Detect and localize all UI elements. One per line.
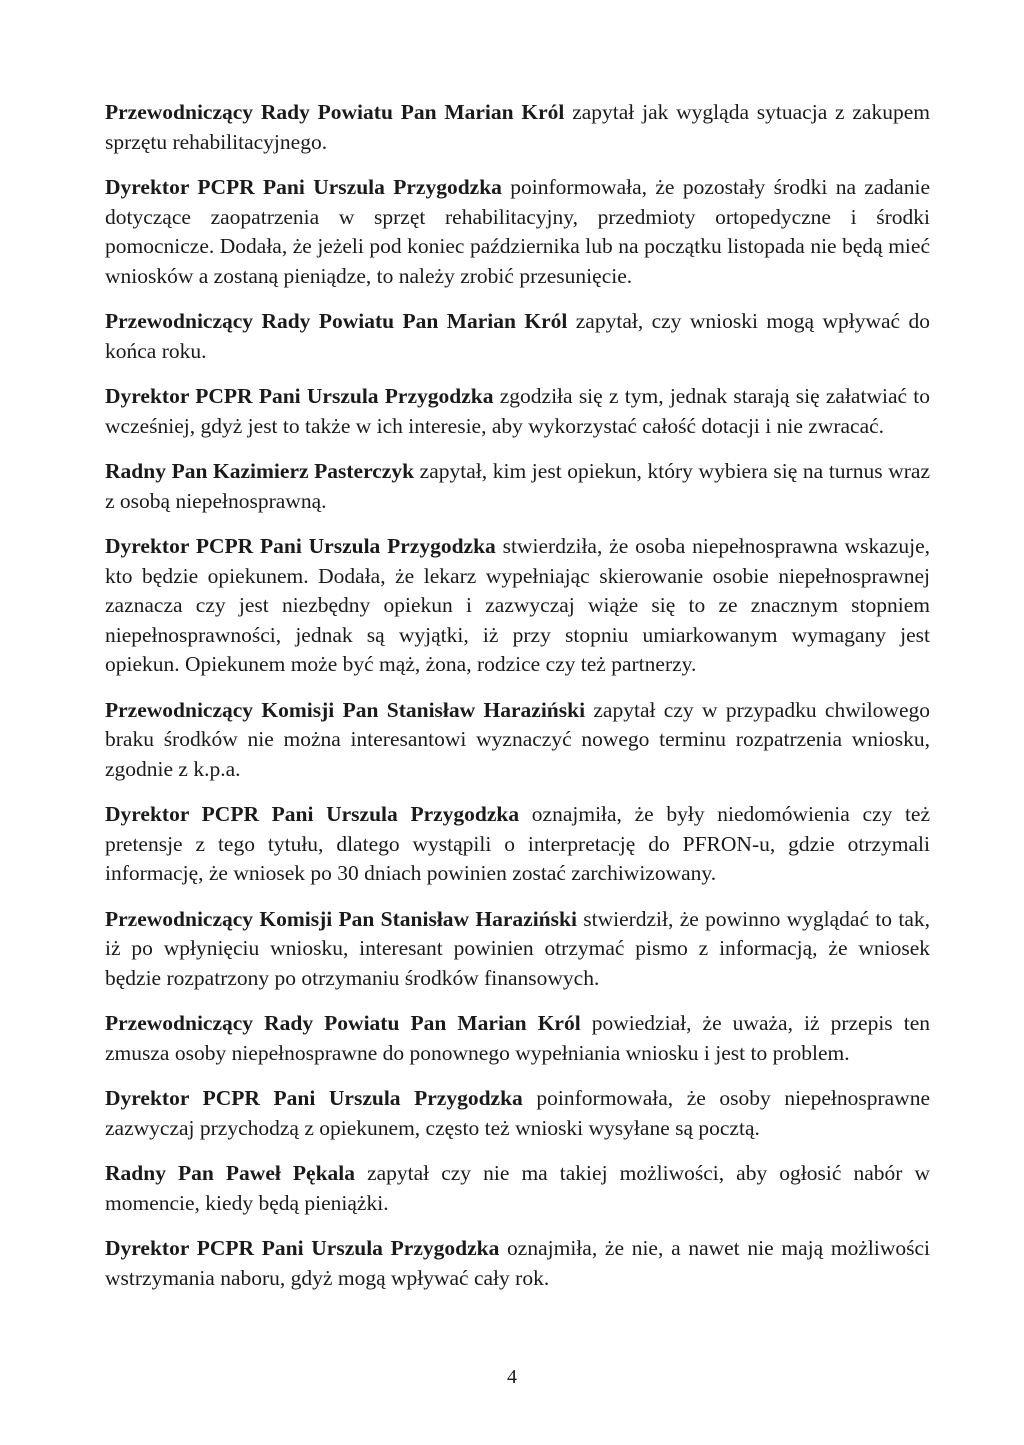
paragraph-7 <box>105 696 930 785</box>
paragraph-12 <box>105 1159 930 1218</box>
paragraph-11 <box>105 1084 930 1143</box>
speaker-name: Przewodniczący Komisji Pan Stanisław Haraziński <box>105 906 577 931</box>
paragraph-4 <box>105 382 930 441</box>
paragraph-text: zapytał, czy wnioski mogą wpływać do końca roku. <box>105 309 930 363</box>
paragraph-8 <box>105 800 930 889</box>
speaker-name: Przewodniczący Komisji Pan Stanisław Haraziński <box>105 697 586 722</box>
speaker-name: Dyrektor PCPR Pani Urszula Przygodzka <box>105 534 496 558</box>
paragraph-2 <box>105 173 930 291</box>
paragraph-text: zapytał, kim jest opiekun, który wybiera się na turnus wraz z osobą niepełnosprawną. <box>105 459 930 513</box>
paragraph-10 <box>105 1009 930 1068</box>
speaker-name: Przewodniczący Rady Powiatu Pan Marian Król <box>105 100 565 124</box>
speaker-name: Dyrektor PCPR Pani Urszula Przygodzka <box>105 175 502 199</box>
paragraph-text: stwierdził, że powinno wyglądać to tak, iż po wpłynięciu wniosku, interesant powinien otrzymać pismo z informacją, że wniosek będzie rozpatrzony po otrzymaniu środków finansowych. <box>105 906 930 990</box>
speaker-name: Dyrektor PCPR Pani Urszula Przygodzka <box>105 1236 500 1260</box>
paragraph-text: poinformowała, że pozostały środki na zadanie dotyczące zaopatrzenia w sprzęt rehabilitacyjny, przedmioty ortopedyczne i środki pomocnicze. Dodała, że jeżeli pod koniec października lub na początku listopada nie będą mieć wniosków a zostaną pieniądze, to należy zrobić przesunięcie. <box>105 175 930 288</box>
paragraph-9 <box>105 905 930 994</box>
paragraph-text: zgodziła się z tym, jednak starają się załatwiać to wcześniej, gdyż jest to także w ich interesie, aby wykorzystać całość dotacji i nie zwracać. <box>105 384 931 438</box>
paragraph-3 <box>105 307 930 366</box>
speaker-name: Dyrektor PCPR Pani Urszula Przygodzka <box>105 384 494 408</box>
page-number: 4 <box>507 1366 517 1388</box>
paragraph-text: zapytał czy nie ma takiej możliwości, aby ogłosić nabór w momencie, kiedy będą pieniążki. <box>105 1161 930 1215</box>
paragraph-5 <box>105 457 930 516</box>
paragraph-text: poinformowała, że osoby niepełnosprawne zazwyczaj przychodzą z opiekunem, często też wnioski wysyłane są pocztą. <box>105 1086 930 1140</box>
speaker-name: Przewodniczący Rady Powiatu Pan Marian Król <box>105 1011 581 1035</box>
speaker-name: Radny Pan Paweł Pękala <box>105 1161 356 1185</box>
paragraph-text: powiedział, że uważa, iż przepis ten zmusza osoby niepełnosprawne do ponownego wypełniania wniosku i jest to problem. <box>105 1011 931 1065</box>
paragraph-text: zapytał jak wygląda sytuacja z zakupem sprzętu rehabilitacyjnego. <box>105 100 930 154</box>
speaker-name: Dyrektor PCPR Pani Urszula Przygodzka <box>105 1086 523 1110</box>
paragraph-13 <box>105 1234 930 1293</box>
paragraph-text: zapytał czy w przypadku chwilowego braku środków nie można interesantowi wyznaczyć nowego terminu rozpatrzenia wniosku, zgodnie z k.p.a. <box>105 697 930 781</box>
paragraph-text: oznajmiła, że były niedomówienia czy też pretensje z tego tytułu, dlatego wystąpili o interpretację do PFRON-u, gdzie otrzymali informację, że wniosek po 30 dniach powinien zostać zarchiwizowany. <box>105 802 930 885</box>
speaker-name: Dyrektor PCPR Pani Urszula Przygodzka <box>105 802 520 826</box>
paragraph-1 <box>105 98 930 157</box>
paragraph-text: oznajmiła, że nie, a nawet nie mają możliwości wstrzymania naboru, gdyż mogą wpływać cały rok. <box>105 1236 930 1290</box>
paragraph-text: stwierdziła, że osoba niepełnosprawna wskazuje, kto będzie opiekunem. Dodała, że lekarz wypełniając skierowanie osobie niepełnosprawnej zaznacza czy jest niezbędny opiekun i zazwyczaj wiąże się to ze znacznym stopniem niepełnosprawności, jednak są wyjątki, iż przy stopniu umiarkowanym wymagany jest opiekun. Opiekunem może być mąż, żona, rodzice czy też partnerzy. <box>105 534 930 676</box>
speaker-name: Przewodniczący Rady Powiatu Pan Marian Król <box>105 309 568 333</box>
paragraph-6 <box>105 532 930 680</box>
speaker-name: Radny Pan Kazimierz Pasterczyk <box>105 459 415 483</box>
document-body <box>105 98 930 1309</box>
